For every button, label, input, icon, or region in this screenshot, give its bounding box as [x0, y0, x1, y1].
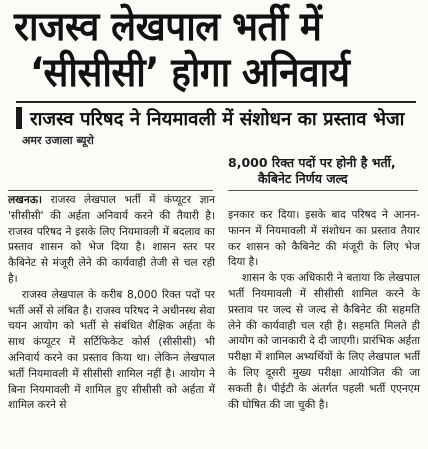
paragraph: इनकार कर दिया। इसके बाद परिषद ने आनन-फानन में नियमावली में संशोधन का प्रस्ताव तैयार कर शासन को कैबिनेट की मंजूरी के लिए भेज दिया है। — [228, 209, 420, 269]
subheadline-bar — [16, 107, 22, 129]
headline-rule — [16, 101, 416, 103]
sidebar-line-2: कैबिनेट निर्णय जल्द — [258, 171, 348, 186]
paragraph: शासन के एक अधिकारी ने बताया कि लेखपाल भर्ती नियमावली में सीसीसी शामिल करने के प्रस्ताव पर जल्द से जल्द से कैबिनेट की सहमति लेने की कार्यवाही चल रही है। सहमति मिलते ही आयोग को जानकारी दे दी जाएगी। प्रारंभिक अर्हता परीक्षा में शामिल अभ्यर्थियों के लिए लेखपाल भर्ती के लिए दूसरी मुख्य परीक्षा आयोजित की जा सकती है। पीईटी के अंतर्गत पहली भर्ती एएनएम की घोषित की जा चुकी है। — [228, 272, 420, 411]
byline: अमर उजाला ब्यूरो — [22, 134, 94, 147]
headline-line-2: ‘सीसीसी’ होगा अनिवार्य — [30, 50, 350, 96]
headline-line-1: राजस्व लेखपाल भर्ती में — [14, 4, 322, 50]
paragraph-text: राजस्व लेखपाल भर्ती में कंप्यूटर ज्ञान 'सीसीसी' की अर्हता अनिवार्य करने की तैयारी है। राजस्व परिषद ने इसके लिए नियमावली में बदलाव का प्रस्ताव शासन को भेज दिया है। शासन स्तर पर कैबिनेट से मंजूरी लेने की कार्यवाही तेजी से चल रही है। — [8, 194, 215, 285]
paragraph: राजस्व लेखपाल के करीब 8,000 रिक्त पदों पर भर्ती अर्से से लंबित है। राजस्व परिषद ने अधीनस्थ सेवा चयन आयोग को भर्ती से संबंधित शैक्षिक अर्हता के साथ कंप्यूटर में सर्टिफिकेट कोर्स (सीसीसी) भी अनिवार्य करने का प्रस्ताव किया था। लेकिन लेखपाल भर्ती नियमावली में सीसीसी शामिल नहीं है। आयोग ने बिना नियमावली में शामिल हुए सीसीसी को अर्हता में शामिल करने से — [8, 288, 215, 412]
column-rule-left — [8, 190, 213, 191]
sidebar-line-1: 8,000 रिक्त पदों पर होनी है भर्ती, — [228, 155, 396, 170]
column-rule-right — [228, 190, 418, 191]
subheadline-text: राजस्व परिषद ने नियमावली में संशोधन का प्रस्ताव भेजा — [30, 109, 405, 130]
dateline: लखनऊ। — [8, 194, 43, 206]
subheadline — [16, 106, 404, 131]
article-column-left — [8, 193, 215, 414]
paragraph — [8, 193, 215, 288]
article-column-right — [228, 208, 420, 413]
